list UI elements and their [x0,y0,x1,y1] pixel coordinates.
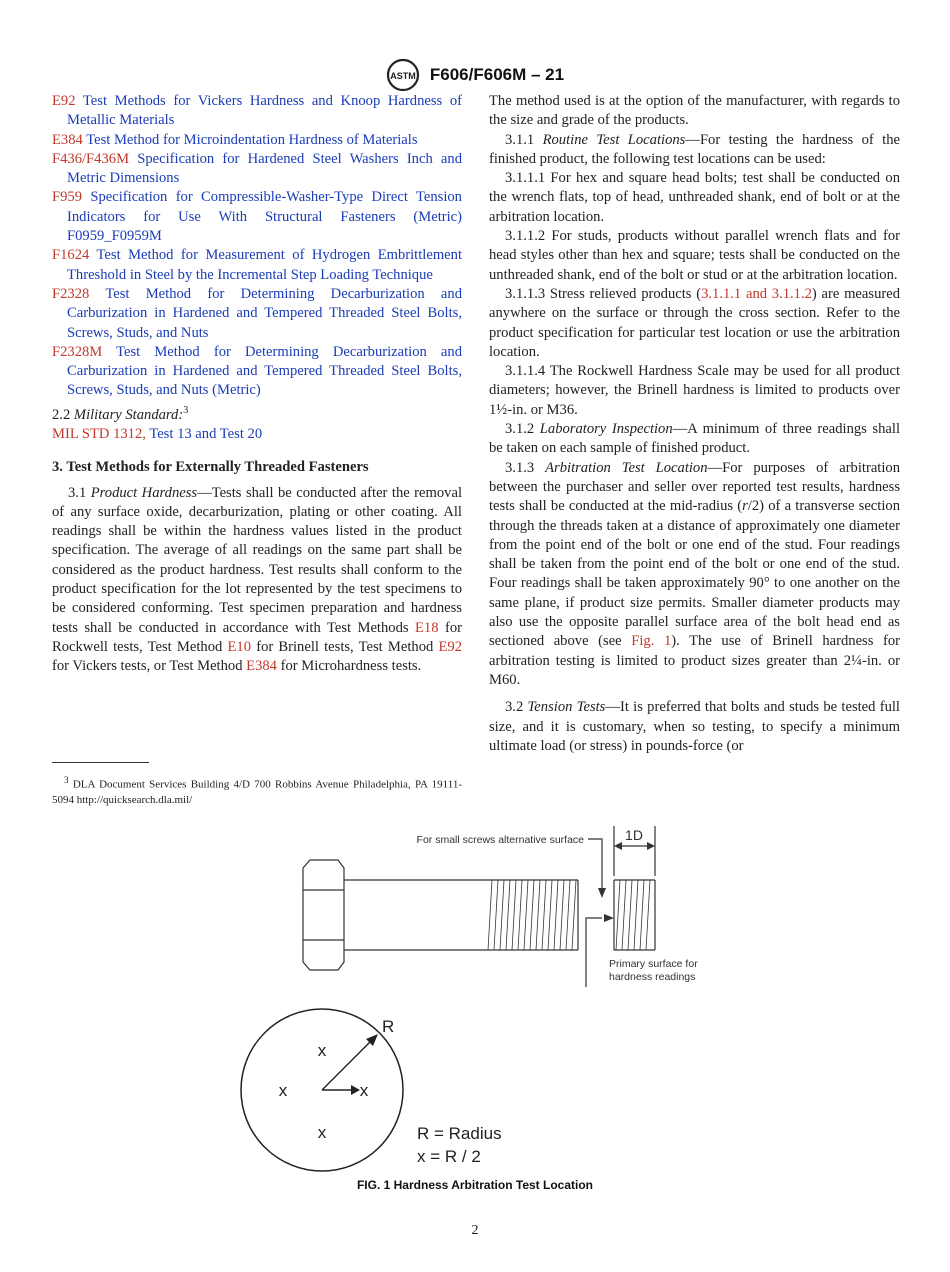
mark-x-top: x [317,1041,327,1060]
para-3-1-3: 3.1.3 Arbitration Test Location—For purposes of arbitration between the purchaser and seller over reported test results, hardness tests shall be conducted at the mid-radius (r/2) of a transverse section through the threads taken at a distance of approximately one diameter from the point end of the bolt or one end of the stud. Four readings shall be taken from the point end of the bolt or one end of the stud. Four readings shall be taken approximately 90° to one another on the same plane, if product size permits. Smaller diameter products may also use the opposite parallel surface area of the bolt head end as sectioned above (see Fig. 1). The use of Brinell hardness for arbitration testing is limited to product sizes greater than 2¼-in. or M60. [489,459,901,688]
ref-item: F436/F436M Specification for Hardened Steel Washers Inch and Metric Dimensions [52,150,462,187]
para-3-1-2: 3.1.2 Laboratory Inspection—A minimum of three readings shall be taken on each sample of finished product. [489,421,900,457]
military-standard-heading: 2.2 Military Standard:$^3$ [52,404,189,423]
para-3-2: 3.2 Tension Tests—It is preferred that bolts and studs be tested full size, and it is customary, when so testing, to specify a minimum ultimate load (or stress) in pounds-force (or [489,699,900,754]
legend-radius: R = Radius [417,1124,502,1143]
section-3-heading: 3. Test Methods for Externally Threaded Fasteners [52,459,369,476]
ref-item: E384 Test Method for Microindentation Hardness of Materials [52,131,418,148]
para-3-1-1-4: 3.1.1.4 The Rockwell Hardness Scale may be used for all product diameters; however, the Brinell hardness is limited to products over 1½-in. or M36. [489,363,900,418]
label-small-screws: For small screws alternative surface [416,834,584,846]
legend-x: x = R / 2 [417,1147,481,1166]
bolt-head [303,860,344,970]
figure-caption: FIG. 1 Hardness Arbitration Test Location [356,1178,594,1192]
ref-item: F2328M Test Method for Determining Decarburization and Carburization in Hardened and Tempered Threaded Steel Bolts, Screws, Studs, and Nuts (Metric) [52,343,462,399]
doc-id: F606/F606M – 21 [429,65,565,84]
mark-x-right: x [359,1081,369,1100]
label-1d: 1D [625,827,643,843]
ref-item: F959 Specification for Compressible-Washer-Type Direct Tension Indicators for Use With Structural Fasteners (Metric) F0959_F0959M [52,189,462,245]
label-r: R [382,1017,395,1036]
para-3-1-1-3: 3.1.1.3 Stress relieved products (3.1.1.1 and 3.1.1.2) are measured anywhere on the surface or through the cross section. Refer to the product specification for particular test location or use the arbitration location. [489,285,900,360]
page-number: 2 [471,1223,479,1238]
astm-logo-icon [386,58,420,92]
ref-item: E92 Test Methods for Vickers Hardness and Knoop Hardness of Metallic Materials [52,93,462,129]
footnote: $^3$ DLA Document Services Building 4/D 700 Robbins Avenue Philadelphia, PA 19111-5094 http://quicksearch.dla.mil/ [52,775,462,806]
label-primary-1: Primary surface for [609,958,698,970]
svg-text:ASTM: ASTM [390,71,416,81]
ref-item: F1624 Test Method for Measurement of Hydrogen Embrittlement Threshold in Steel by the Incremental Step Loading Technique [52,247,463,283]
mark-x-left: x [278,1081,288,1100]
military-standard-ref: MIL STD 1312, Test 13 and Test 20 [52,425,263,442]
para-continuation: The method used is at the option of the manufacturer, with regards to the size and grade of the products. [489,93,900,129]
right-column [489,92,900,756]
para-3-1-1: 3.1.1 Routine Test Locations—For testing the hardness of the finished product, the following test locations can be used: [489,131,900,167]
para-3-1: 3.1 Product Hardness—Tests shall be conducted after the removal of any surface oxide, decarburization, plating or other coating. All readings shall be within the hardness values listed in the product specification. The average of all readings on the same part shall be considered as the product hardness. Test results shall conform to the product specification for the lot represented by the test specimens to be considered conforming. Test specimen preparation and hardness tests shall be conducted in accordance with Test Methods E18 for Rockwell tests, Test Method E10 for Brinell tests, Test Method E92 for Vickers tests, or Test Method E384 for Microhardness tests. [52,484,463,675]
para-3-1-1-2: 3.1.1.2 For studs, products without parallel wrench flats and for head styles other than hex and square; tests shall be conducted on the unthreaded shank, end of the bolt or stud or at the arbitration location. [489,228,900,283]
ref-item: F2328 Test Method for Determining Decarburization and Carburization in Hardened and Tempered Threaded Steel Bolts, Screws, Studs, and Nuts [52,285,463,341]
figure-1 [230,820,750,1180]
mark-x-bottom: x [317,1123,327,1142]
page-header [0,58,950,92]
label-primary-2: hardness readings [609,971,696,983]
para-3-1-1-1: 3.1.1.1 For hex and square head bolts; test shall be conducted on the wrench flats, top of head, unthreaded shank, end of bolt or at the arbitration location. [489,170,900,225]
footnote-rule [52,762,149,763]
left-column [52,92,462,676]
